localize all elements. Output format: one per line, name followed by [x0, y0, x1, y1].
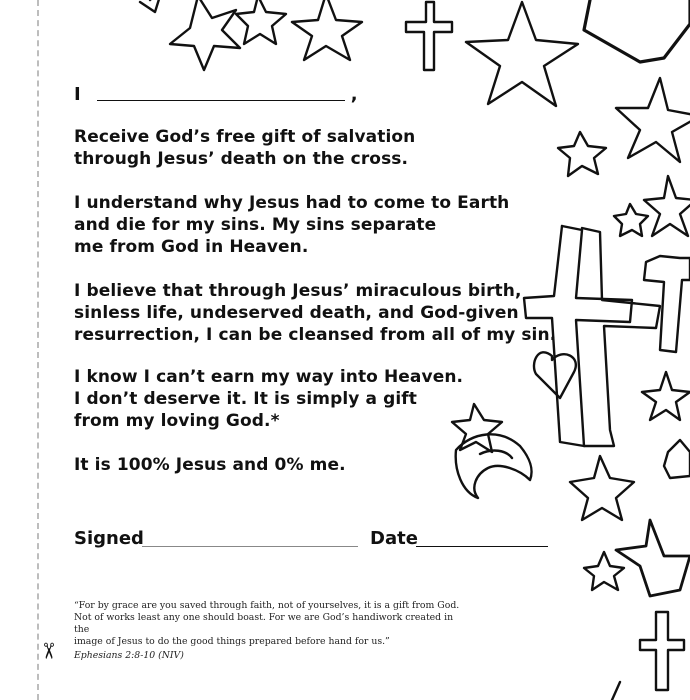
pledge-paragraph-1: [74, 126, 415, 170]
star-icon: [558, 132, 606, 176]
star-icon: [616, 78, 690, 162]
verse-reference: Ephesians 2:8-10 (NIV): [74, 650, 184, 661]
pledge-paragraph-2: [74, 192, 509, 258]
pledge-line: from my loving God.*: [74, 411, 280, 431]
signature-row: [74, 528, 554, 552]
star-icon: [642, 372, 690, 420]
verse-line: image of Jesus to do the good things prepared before hand for us.”: [74, 636, 390, 647]
heart-icon: [584, 0, 690, 62]
pledge-line: I know I can’t earn my way into Heaven.: [74, 367, 464, 387]
star-icon: [664, 440, 690, 478]
star-icon: [570, 456, 634, 520]
star-icon: [236, 0, 286, 44]
fish-icon: [456, 434, 532, 498]
date-label: Date: [370, 528, 418, 549]
pledge-line: through Jesus’ death on the cross.: [74, 149, 409, 169]
pledge-line: Receive God’s free gift of salvation: [74, 127, 416, 147]
name-suffix: ,: [350, 84, 358, 105]
star-icon: [140, 0, 160, 12]
name-prefix: I: [74, 84, 81, 105]
signed-label: Signed: [74, 528, 144, 549]
cross-icon: [640, 612, 684, 690]
pledge-paragraph-4: [74, 366, 463, 432]
verse-line: Not of works least any one should boast. For we are God’s handiwork created in the: [74, 612, 454, 635]
pledge-line: me from God in Heaven.: [74, 237, 309, 257]
pledge-line: I understand why Jesus had to come to Earth: [74, 193, 510, 213]
star-icon: [584, 552, 624, 590]
star-icon: [466, 2, 578, 106]
pledge-line: I don’t deserve it. It is simply a gift: [74, 389, 417, 409]
pledge-line: sinless life, undeserved death, and God-given: [74, 303, 519, 323]
pledge-paragraph-3: [74, 280, 556, 346]
cross-icon: [562, 226, 660, 446]
star-icon: [614, 204, 648, 236]
signature-field[interactable]: [142, 546, 358, 547]
pledge-line: and die for my sins. My sins separate: [74, 215, 437, 235]
pledge-line: It is 100% Jesus and 0% me.: [74, 455, 346, 475]
date-field[interactable]: [416, 546, 548, 547]
star-icon: [170, 0, 240, 70]
verse-line: “For by grace are you saved through faith, not of yourselves, it is a gift from God.: [74, 600, 460, 611]
star-icon: [616, 520, 690, 596]
name-field[interactable]: [97, 86, 345, 101]
pledge-paragraph-5: [74, 454, 346, 476]
cross-icon: [406, 2, 452, 70]
name-line: [74, 84, 358, 105]
star-icon: [292, 0, 362, 60]
pledge-line: resurrection, I can be cleansed from all of my sin.: [74, 325, 557, 345]
pledge-line: I believe that through Jesus’ miraculous birth,: [74, 281, 522, 301]
scissors-icon: ✂: [35, 641, 61, 661]
star-icon: [644, 176, 690, 236]
scripture-footnote: [74, 600, 464, 662]
